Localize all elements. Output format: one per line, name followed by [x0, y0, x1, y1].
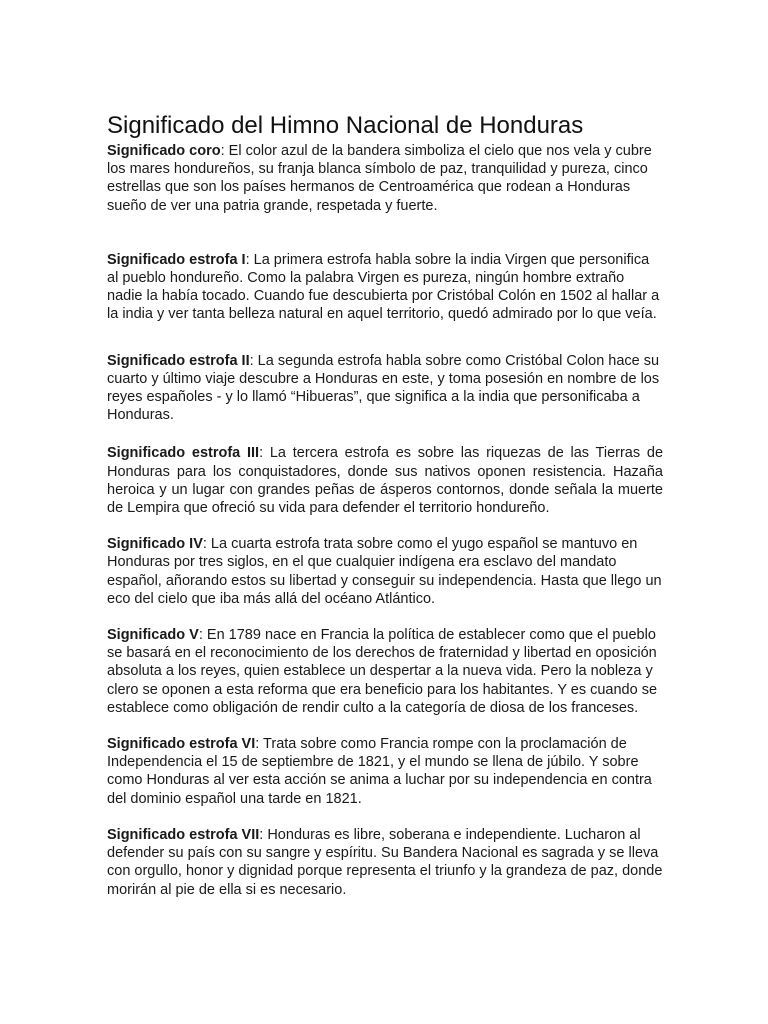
- paragraph-text: : La cuarta estrofa trata sobre como el yugo español se mantuvo en Honduras por tres siglos, en el que cualquier indígena era esclavo del mandato español, añorando estos su libertad y conseguir su independencia. Hasta que llego un eco del cielo que iba más allá del océano Atlántico.: [107, 536, 662, 607]
- paragraph-text: : El color azul de la bandera simboliza el cielo que nos vela y cubre los mares hondureños, su franja blanca símbolo de paz, tranquilidad y pureza, cinco estrellas que son los países hermanos de Centroamérica que rodean a Honduras sueño de ver una patria grande, respetada y fuerte.: [107, 143, 652, 214]
- paragraph-text: : Honduras es libre, soberana e independiente. Lucharon al defender su país con su sangre y espíritu. Su Bandera Nacional es sagrada y se lleva con orgullo, honor y dignidad porque representa el triunfo y la grandeza de paz, donde morirán al pie de ella si es necesario.: [107, 826, 663, 898]
- paragraph-label: Significado estrofa III: [107, 445, 260, 462]
- document-title: Significado del Himno Nacional de Honduras: [107, 112, 584, 139]
- paragraph-text: : La tercera estrofa es sobre las riquezas de las Tierras de Honduras para los conquistadores, donde sus nativos oponen resistencia. Hazaña heroica y un lugar con grandes peñas de ásperos contornos, donde señala la muerte de Lempira que ofreció su vida para defender el territorio hondureño.: [107, 445, 664, 517]
- paragraph-estrofa-7: [107, 826, 663, 899]
- paragraph-text: : La segunda estrofa habla sobre como Cristóbal Colon hace su cuarto y último viaje descubre a Honduras en este, y toma posesión en nombre de los reyes españoles - y lo llamó “Hibueras”, que significa a la india que personificaba a Honduras.: [107, 352, 660, 424]
- paragraph-text: : La primera estrofa habla sobre la india Virgen que personifica al pueblo hondureño. Como la palabra Virgen es pureza, ningún hombre extraño nadie la había tocado. Cuando fue descubierta por Cristóbal Colón en 1502 al hallar a la india y ver tanta belleza natural en aquel territorio, quedó admirado por lo que veía.: [107, 251, 660, 323]
- paragraph-estrofa-6: [107, 735, 663, 808]
- paragraph-label: Significado IV: [107, 536, 203, 553]
- paragraph-label: Significado coro: [107, 143, 221, 159]
- paragraph-text: : En 1789 nace en Francia la política de establecer como que el pueblo se basará en el reconocimiento de los derechos de fraternidad y libertad en oposición absoluta a los reyes, quien establece un despertar a la nueva vida. Pero la nobleza y clero se oponen a esta reforma que era beneficio para los habitantes. Y es cuando se establece como obligación de rendir culto a la categoría de diosa de los franceses.: [107, 627, 658, 716]
- paragraph-estrofa-4: [107, 535, 663, 608]
- paragraph-estrofa-5: [107, 626, 663, 717]
- paragraph-estrofa-3: [107, 444, 663, 517]
- paragraph-estrofa-1: [107, 251, 663, 324]
- paragraph-label: Significado estrofa VI: [107, 736, 256, 753]
- paragraph-estrofa-2: [107, 352, 663, 425]
- paragraph-label: Significado estrofa VII: [107, 826, 260, 843]
- paragraph-label: Significado estrofa I: [107, 251, 246, 268]
- paragraph-coro: [107, 142, 663, 215]
- paragraph-label: Significado estrofa II: [107, 352, 250, 369]
- document-page: [107, 112, 663, 899]
- paragraph-text: : Trata sobre como Francia rompe con la proclamación de Independencia el 15 de septiembre de 1821, y el mundo se llena de júbilo. Y sobre como Honduras al ver esta acción se anima a luchar por su independencia en contra del dominio español una tarde en 1821.: [107, 736, 652, 807]
- paragraph-label: Significado V: [107, 627, 199, 644]
